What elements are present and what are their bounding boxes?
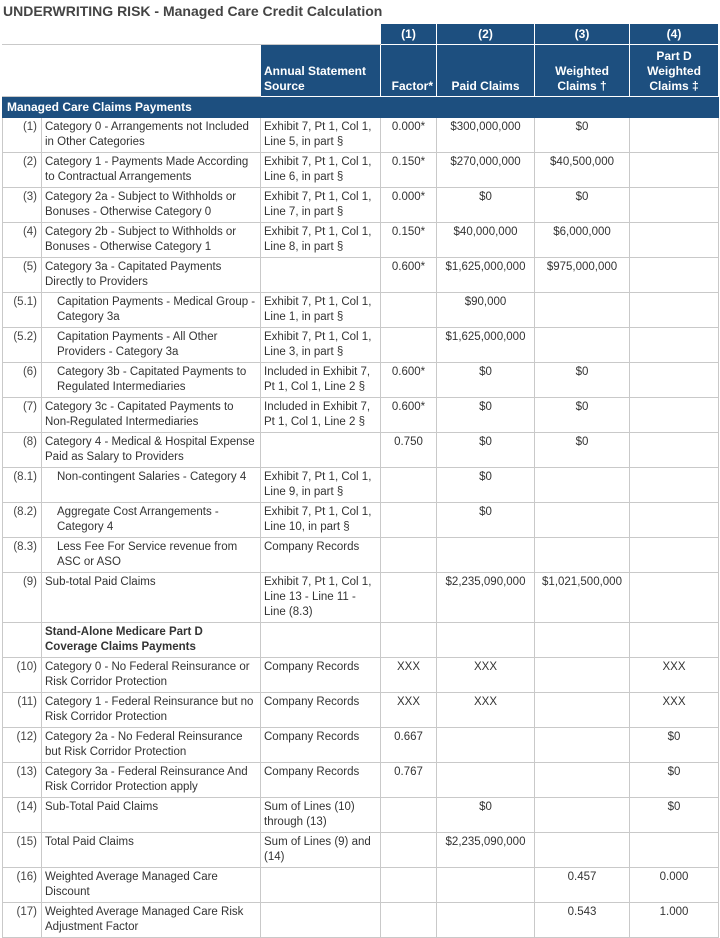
paid-claims-cell: $90,000 xyxy=(437,293,535,328)
partd-weighted-claims-cell xyxy=(630,258,719,293)
line-description: Category 2a - No Federal Reinsurance but Risk Corridor Protection xyxy=(42,728,261,763)
table-row xyxy=(3,398,719,433)
line-number: (5) xyxy=(3,258,42,293)
source-header: Annual Statement Source xyxy=(261,45,381,97)
annual-statement-source: Exhibit 7, Pt 1, Col 1, Line 6, in part § xyxy=(261,153,381,188)
factor-cell xyxy=(381,538,437,573)
weighted-claims-cell xyxy=(535,693,630,728)
paid-claims-cell: $0 xyxy=(437,798,535,833)
section-header-managed-care: Managed Care Claims Payments xyxy=(3,97,719,118)
line-description: Capitation Payments - Medical Group - Category 3a xyxy=(42,293,261,328)
line-number: (9) xyxy=(3,573,42,623)
line-description: Category 2b - Subject to Withholds or Bonuses - Otherwise Category 1 xyxy=(42,223,261,258)
factor-cell xyxy=(381,293,437,328)
partd-weighted-claims-cell xyxy=(630,573,719,623)
line-description: Aggregate Cost Arrangements - Category 4 xyxy=(42,503,261,538)
weighted-claims-cell xyxy=(535,798,630,833)
annual-statement-source xyxy=(261,433,381,468)
table-row xyxy=(3,868,719,903)
line-description: Weighted Average Managed Care Risk Adjustment Factor xyxy=(42,903,261,938)
weighted-claims-cell xyxy=(535,538,630,573)
weighted-claims-cell xyxy=(535,833,630,868)
line-number: (10) xyxy=(3,658,42,693)
line-description: Non-contingent Salaries - Category 4 xyxy=(42,468,261,503)
table-row xyxy=(3,503,719,538)
line-description: Category 2a - Subject to Withholds or Bonuses - Otherwise Category 0 xyxy=(42,188,261,223)
factor-cell: 0.600* xyxy=(381,258,437,293)
line-number: (3) xyxy=(3,188,42,223)
factor-cell: 0.000* xyxy=(381,188,437,223)
credit-calculation-table xyxy=(2,23,719,938)
table-row xyxy=(3,763,719,798)
annual-statement-source: Company Records xyxy=(261,658,381,693)
partd-weighted-claims-cell: XXX xyxy=(630,693,719,728)
partd-weighted-claims-cell: 0.000 xyxy=(630,868,719,903)
line-description: Category 3a - Federal Reinsurance And Risk Corridor Protection apply xyxy=(42,763,261,798)
empty-cell xyxy=(535,623,630,658)
annual-statement-source: Company Records xyxy=(261,538,381,573)
factor-cell xyxy=(381,328,437,363)
annual-statement-source xyxy=(261,868,381,903)
table-row xyxy=(3,293,719,328)
factor-cell: 0.600* xyxy=(381,398,437,433)
empty-cell xyxy=(3,623,42,658)
line-description: Category 3a - Capitated Payments Directly to Providers xyxy=(42,258,261,293)
section-header-part-d xyxy=(3,623,719,658)
col-number-2: (2) xyxy=(437,24,535,45)
line-number: (5.1) xyxy=(3,293,42,328)
table-row xyxy=(3,118,719,153)
factor-cell xyxy=(381,503,437,538)
line-number: (12) xyxy=(3,728,42,763)
paid-claims-cell: XXX xyxy=(437,658,535,693)
factor-cell xyxy=(381,868,437,903)
table-row xyxy=(3,658,719,693)
paid-claims-cell xyxy=(437,728,535,763)
factor-cell: 0.150* xyxy=(381,223,437,258)
table-row xyxy=(3,833,719,868)
table-row xyxy=(3,798,719,833)
line-number: (8.1) xyxy=(3,468,42,503)
paid-claims-cell: $40,000,000 xyxy=(437,223,535,258)
line-description: Weighted Average Managed Care Discount xyxy=(42,868,261,903)
line-number: (1) xyxy=(3,118,42,153)
annual-statement-source: Company Records xyxy=(261,728,381,763)
paid-claims-cell xyxy=(437,763,535,798)
line-description: Sub-total Paid Claims xyxy=(42,573,261,623)
line-number: (17) xyxy=(3,903,42,938)
partd-weighted-claims-cell xyxy=(630,503,719,538)
table-row xyxy=(3,258,719,293)
empty-cell xyxy=(437,623,535,658)
paid-claims-cell xyxy=(437,903,535,938)
annual-statement-source: Sum of Lines (9) and (14) xyxy=(261,833,381,868)
annual-statement-source: Exhibit 7, Pt 1, Col 1, Line 9, in part § xyxy=(261,468,381,503)
paid-claims-cell xyxy=(437,538,535,573)
line-number: (11) xyxy=(3,693,42,728)
partd-header: Part D Weighted Claims ‡ xyxy=(630,45,719,97)
factor-cell: 0.767 xyxy=(381,763,437,798)
line-number: (16) xyxy=(3,868,42,903)
weighted-claims-cell xyxy=(535,658,630,693)
factor-cell: 0.000* xyxy=(381,118,437,153)
annual-statement-source: Sum of Lines (10) through (13) xyxy=(261,798,381,833)
paid-claims-cell: $1,625,000,000 xyxy=(437,258,535,293)
line-description: Category 0 - No Federal Reinsurance or Risk Corridor Protection xyxy=(42,658,261,693)
col-number-3: (3) xyxy=(535,24,630,45)
factor-cell xyxy=(381,468,437,503)
line-number: (4) xyxy=(3,223,42,258)
factor-cell: 0.750 xyxy=(381,433,437,468)
section-title-part-d: Stand-Alone Medicare Part D Coverage Claims Payments xyxy=(42,623,261,658)
weighted-claims-cell xyxy=(535,468,630,503)
weighted-claims-cell xyxy=(535,728,630,763)
partd-weighted-claims-cell: $0 xyxy=(630,763,719,798)
col-number-4: (4) xyxy=(630,24,719,45)
table-row xyxy=(3,223,719,258)
line-number: (7) xyxy=(3,398,42,433)
line-description: Category 1 - Federal Reinsurance but no Risk Corridor Protection xyxy=(42,693,261,728)
weighted-claims-cell xyxy=(535,328,630,363)
weighted-claims-cell xyxy=(535,763,630,798)
annual-statement-source xyxy=(261,258,381,293)
annual-statement-source: Exhibit 7, Pt 1, Col 1, Line 3, in part § xyxy=(261,328,381,363)
partd-weighted-claims-cell: XXX xyxy=(630,658,719,693)
line-number: (8.2) xyxy=(3,503,42,538)
factor-cell: 0.667 xyxy=(381,728,437,763)
line-description: Category 4 - Medical & Hospital Expense Paid as Salary to Providers xyxy=(42,433,261,468)
factor-cell xyxy=(381,573,437,623)
weighted-claims-cell: $0 xyxy=(535,433,630,468)
empty-cell xyxy=(630,623,719,658)
line-number: (14) xyxy=(3,798,42,833)
column-number-row xyxy=(3,24,719,45)
paid-claims-cell: $0 xyxy=(437,503,535,538)
factor-header: Factor* xyxy=(381,45,437,97)
partd-weighted-claims-cell xyxy=(630,153,719,188)
annual-statement-source: Exhibit 7, Pt 1, Col 1, Line 10, in part § xyxy=(261,503,381,538)
weighted-claims-cell: $6,000,000 xyxy=(535,223,630,258)
empty-cell xyxy=(381,623,437,658)
annual-statement-source: Company Records xyxy=(261,763,381,798)
paid-claims-cell: $0 xyxy=(437,468,535,503)
partd-weighted-claims-cell xyxy=(630,433,719,468)
line-number: (2) xyxy=(3,153,42,188)
weighted-claims-cell: $975,000,000 xyxy=(535,258,630,293)
paid-claims-header: Paid Claims xyxy=(437,45,535,97)
annual-statement-source: Exhibit 7, Pt 1, Col 1, Line 13 - Line 11 - Line (8.3) xyxy=(261,573,381,623)
table-row xyxy=(3,538,719,573)
annual-statement-source: Company Records xyxy=(261,693,381,728)
line-description: Capitation Payments - All Other Providers - Category 3a xyxy=(42,328,261,363)
weighted-claims-cell: 0.543 xyxy=(535,903,630,938)
line-description: Less Fee For Service revenue from ASC or ASO xyxy=(42,538,261,573)
paid-claims-cell xyxy=(437,868,535,903)
partd-weighted-claims-cell xyxy=(630,833,719,868)
table-row xyxy=(3,693,719,728)
partd-weighted-claims-cell: $0 xyxy=(630,798,719,833)
factor-cell xyxy=(381,798,437,833)
factor-cell xyxy=(381,903,437,938)
column-header-row xyxy=(3,45,719,97)
annual-statement-source: Exhibit 7, Pt 1, Col 1, Line 1, in part § xyxy=(261,293,381,328)
partd-weighted-claims-cell xyxy=(630,398,719,433)
factor-cell: 0.150* xyxy=(381,153,437,188)
partd-weighted-claims-cell xyxy=(630,223,719,258)
partd-weighted-claims-cell: 1.000 xyxy=(630,903,719,938)
paid-claims-cell: $2,235,090,000 xyxy=(437,573,535,623)
line-description: Category 3c - Capitated Payments to Non-Regulated Intermediaries xyxy=(42,398,261,433)
partd-weighted-claims-cell xyxy=(630,538,719,573)
weighted-claims-cell: $0 xyxy=(535,398,630,433)
weighted-claims-cell: $1,021,500,000 xyxy=(535,573,630,623)
annual-statement-source: Exhibit 7, Pt 1, Col 1, Line 5, in part § xyxy=(261,118,381,153)
weighted-claims-cell: $0 xyxy=(535,118,630,153)
annual-statement-source xyxy=(261,903,381,938)
line-description: Category 0 - Arrangements not Included in Other Categories xyxy=(42,118,261,153)
table-row xyxy=(3,573,719,623)
partd-weighted-claims-cell: $0 xyxy=(630,728,719,763)
annual-statement-source: Included in Exhibit 7, Pt 1, Col 1, Line 2 § xyxy=(261,363,381,398)
table-row xyxy=(3,903,719,938)
paid-claims-cell: XXX xyxy=(437,693,535,728)
paid-claims-cell: $0 xyxy=(437,398,535,433)
partd-weighted-claims-cell xyxy=(630,363,719,398)
table-row xyxy=(3,328,719,363)
factor-cell: XXX xyxy=(381,658,437,693)
partd-weighted-claims-cell xyxy=(630,293,719,328)
weighted-claims-cell: $0 xyxy=(535,188,630,223)
partd-weighted-claims-cell xyxy=(630,118,719,153)
paid-claims-cell: $0 xyxy=(437,433,535,468)
table-row xyxy=(3,433,719,468)
weighted-claims-cell: $40,500,000 xyxy=(535,153,630,188)
factor-cell: XXX xyxy=(381,693,437,728)
empty-cell xyxy=(261,623,381,658)
line-number: (6) xyxy=(3,363,42,398)
table-row xyxy=(3,728,719,763)
weighted-claims-cell xyxy=(535,293,630,328)
weighted-claims-cell xyxy=(535,503,630,538)
partd-weighted-claims-cell xyxy=(630,188,719,223)
partd-weighted-claims-cell xyxy=(630,328,719,363)
weighted-claims-header: Weighted Claims † xyxy=(535,45,630,97)
line-number: (8) xyxy=(3,433,42,468)
table-row xyxy=(3,468,719,503)
annual-statement-source: Included in Exhibit 7, Pt 1, Col 1, Line 2 § xyxy=(261,398,381,433)
line-description: Category 3b - Capitated Payments to Regulated Intermediaries xyxy=(42,363,261,398)
page-title: UNDERWRITING RISK - Managed Care Credit Calculation xyxy=(3,3,383,19)
annual-statement-source: Exhibit 7, Pt 1, Col 1, Line 7, in part § xyxy=(261,188,381,223)
weighted-claims-cell: $0 xyxy=(535,363,630,398)
line-description: Category 1 - Payments Made According to Contractual Arrangements xyxy=(42,153,261,188)
col-number-1: (1) xyxy=(381,24,437,45)
weighted-claims-cell: 0.457 xyxy=(535,868,630,903)
paid-claims-cell: $0 xyxy=(437,188,535,223)
paid-claims-cell: $0 xyxy=(437,363,535,398)
paid-claims-cell: $1,625,000,000 xyxy=(437,328,535,363)
partd-weighted-claims-cell xyxy=(630,468,719,503)
annual-statement-source: Exhibit 7, Pt 1, Col 1, Line 8, in part § xyxy=(261,223,381,258)
factor-cell: 0.600* xyxy=(381,363,437,398)
table-row xyxy=(3,188,719,223)
table-row xyxy=(3,363,719,398)
line-description: Total Paid Claims xyxy=(42,833,261,868)
line-number: (8.3) xyxy=(3,538,42,573)
paid-claims-cell: $300,000,000 xyxy=(437,118,535,153)
line-number: (13) xyxy=(3,763,42,798)
factor-cell xyxy=(381,833,437,868)
line-number: (5.2) xyxy=(3,328,42,363)
table-row xyxy=(3,153,719,188)
paid-claims-cell: $2,235,090,000 xyxy=(437,833,535,868)
line-number: (15) xyxy=(3,833,42,868)
paid-claims-cell: $270,000,000 xyxy=(437,153,535,188)
line-description: Sub-Total Paid Claims xyxy=(42,798,261,833)
